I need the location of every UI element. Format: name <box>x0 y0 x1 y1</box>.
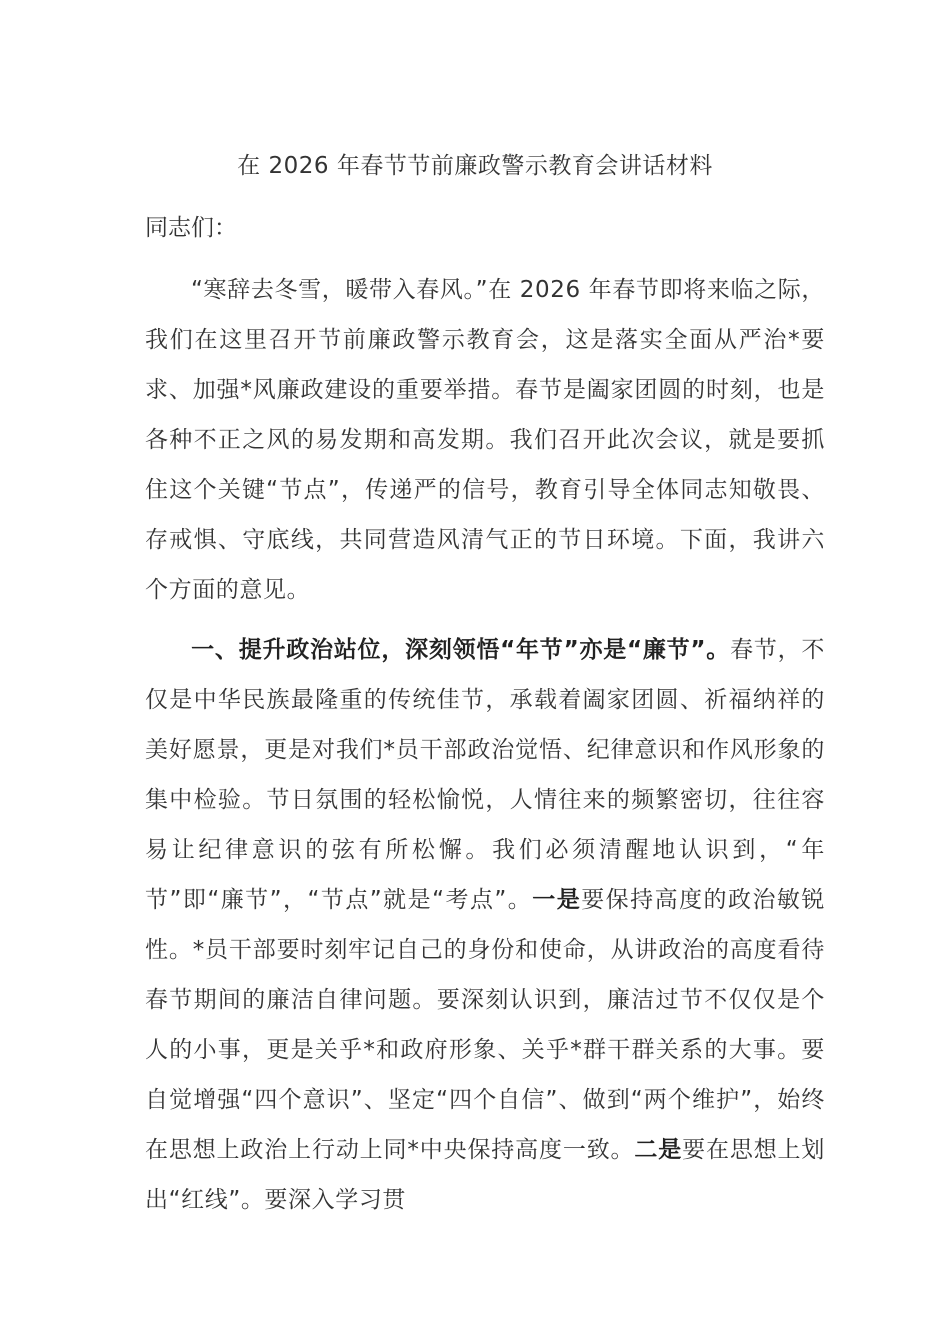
salutation: 同志们： <box>145 215 237 241</box>
paragraph-intro <box>145 265 825 615</box>
point-two-label: 二是 <box>634 1137 683 1163</box>
document-title: 在 2026 年春节节前廉政警示教育会讲话材料 <box>237 153 713 179</box>
paragraph-section-one <box>145 625 825 1225</box>
paragraph-intro-text: “寒辞去冬雪，暖带入春风。”在 2026 年春节即将来临之际，我们在这里召开节前廉政警示教育会，这是落实全面从严治*要求、加强*风廉政建设的重要举措。春节是阖家团圆的时刻，也是各种不正之风的易发期和高发期。我们召开此次会议，就是要抓住这个关键“节点”，传递严的信号，教育引导全体同志知敬畏、存戒惧、守底线，共同营造风清气正的节日环境。下面，我讲六个方面的意见。 <box>145 277 825 603</box>
section-one-text-a: 春节，不仅是中华民族最隆重的传统佳节，承载着阖家团圆、祈福纳祥的美好愿景，更是对我们*员干部政治觉悟、纪律意识和作风形象的集中检验。节日氛围的轻松愉悦，人情往来的频繁密切，往往容易让纪律意识的弦有所松懈。我们必须清醒地认识到，“年节”即“廉节”，“节点”就是“考点”。 <box>145 637 825 913</box>
section-one-text-b: 要保持高度的政治敏锐性。*员干部要时刻牢记自己的身份和使命，从讲政治的高度看待春节期间的廉洁自律问题。要深刻认识到，廉洁过节不仅仅是个人的小事，更是关乎*和政府形象、关乎*群干群关系的大事。要自觉增强“四个意识”、坚定“四个自信”、做到“两个维护”，始终在思想上政治上行动上同*中央保持高度一致。 <box>145 887 825 1163</box>
section-one-text-c: 要在思想上划出“红线”。要深入学习贯 <box>145 1137 826 1213</box>
section-one-heading: 一、提升政治站位，深刻领悟“年节”亦是“廉节”。 <box>191 637 731 663</box>
point-one-label: 一是 <box>532 887 582 913</box>
